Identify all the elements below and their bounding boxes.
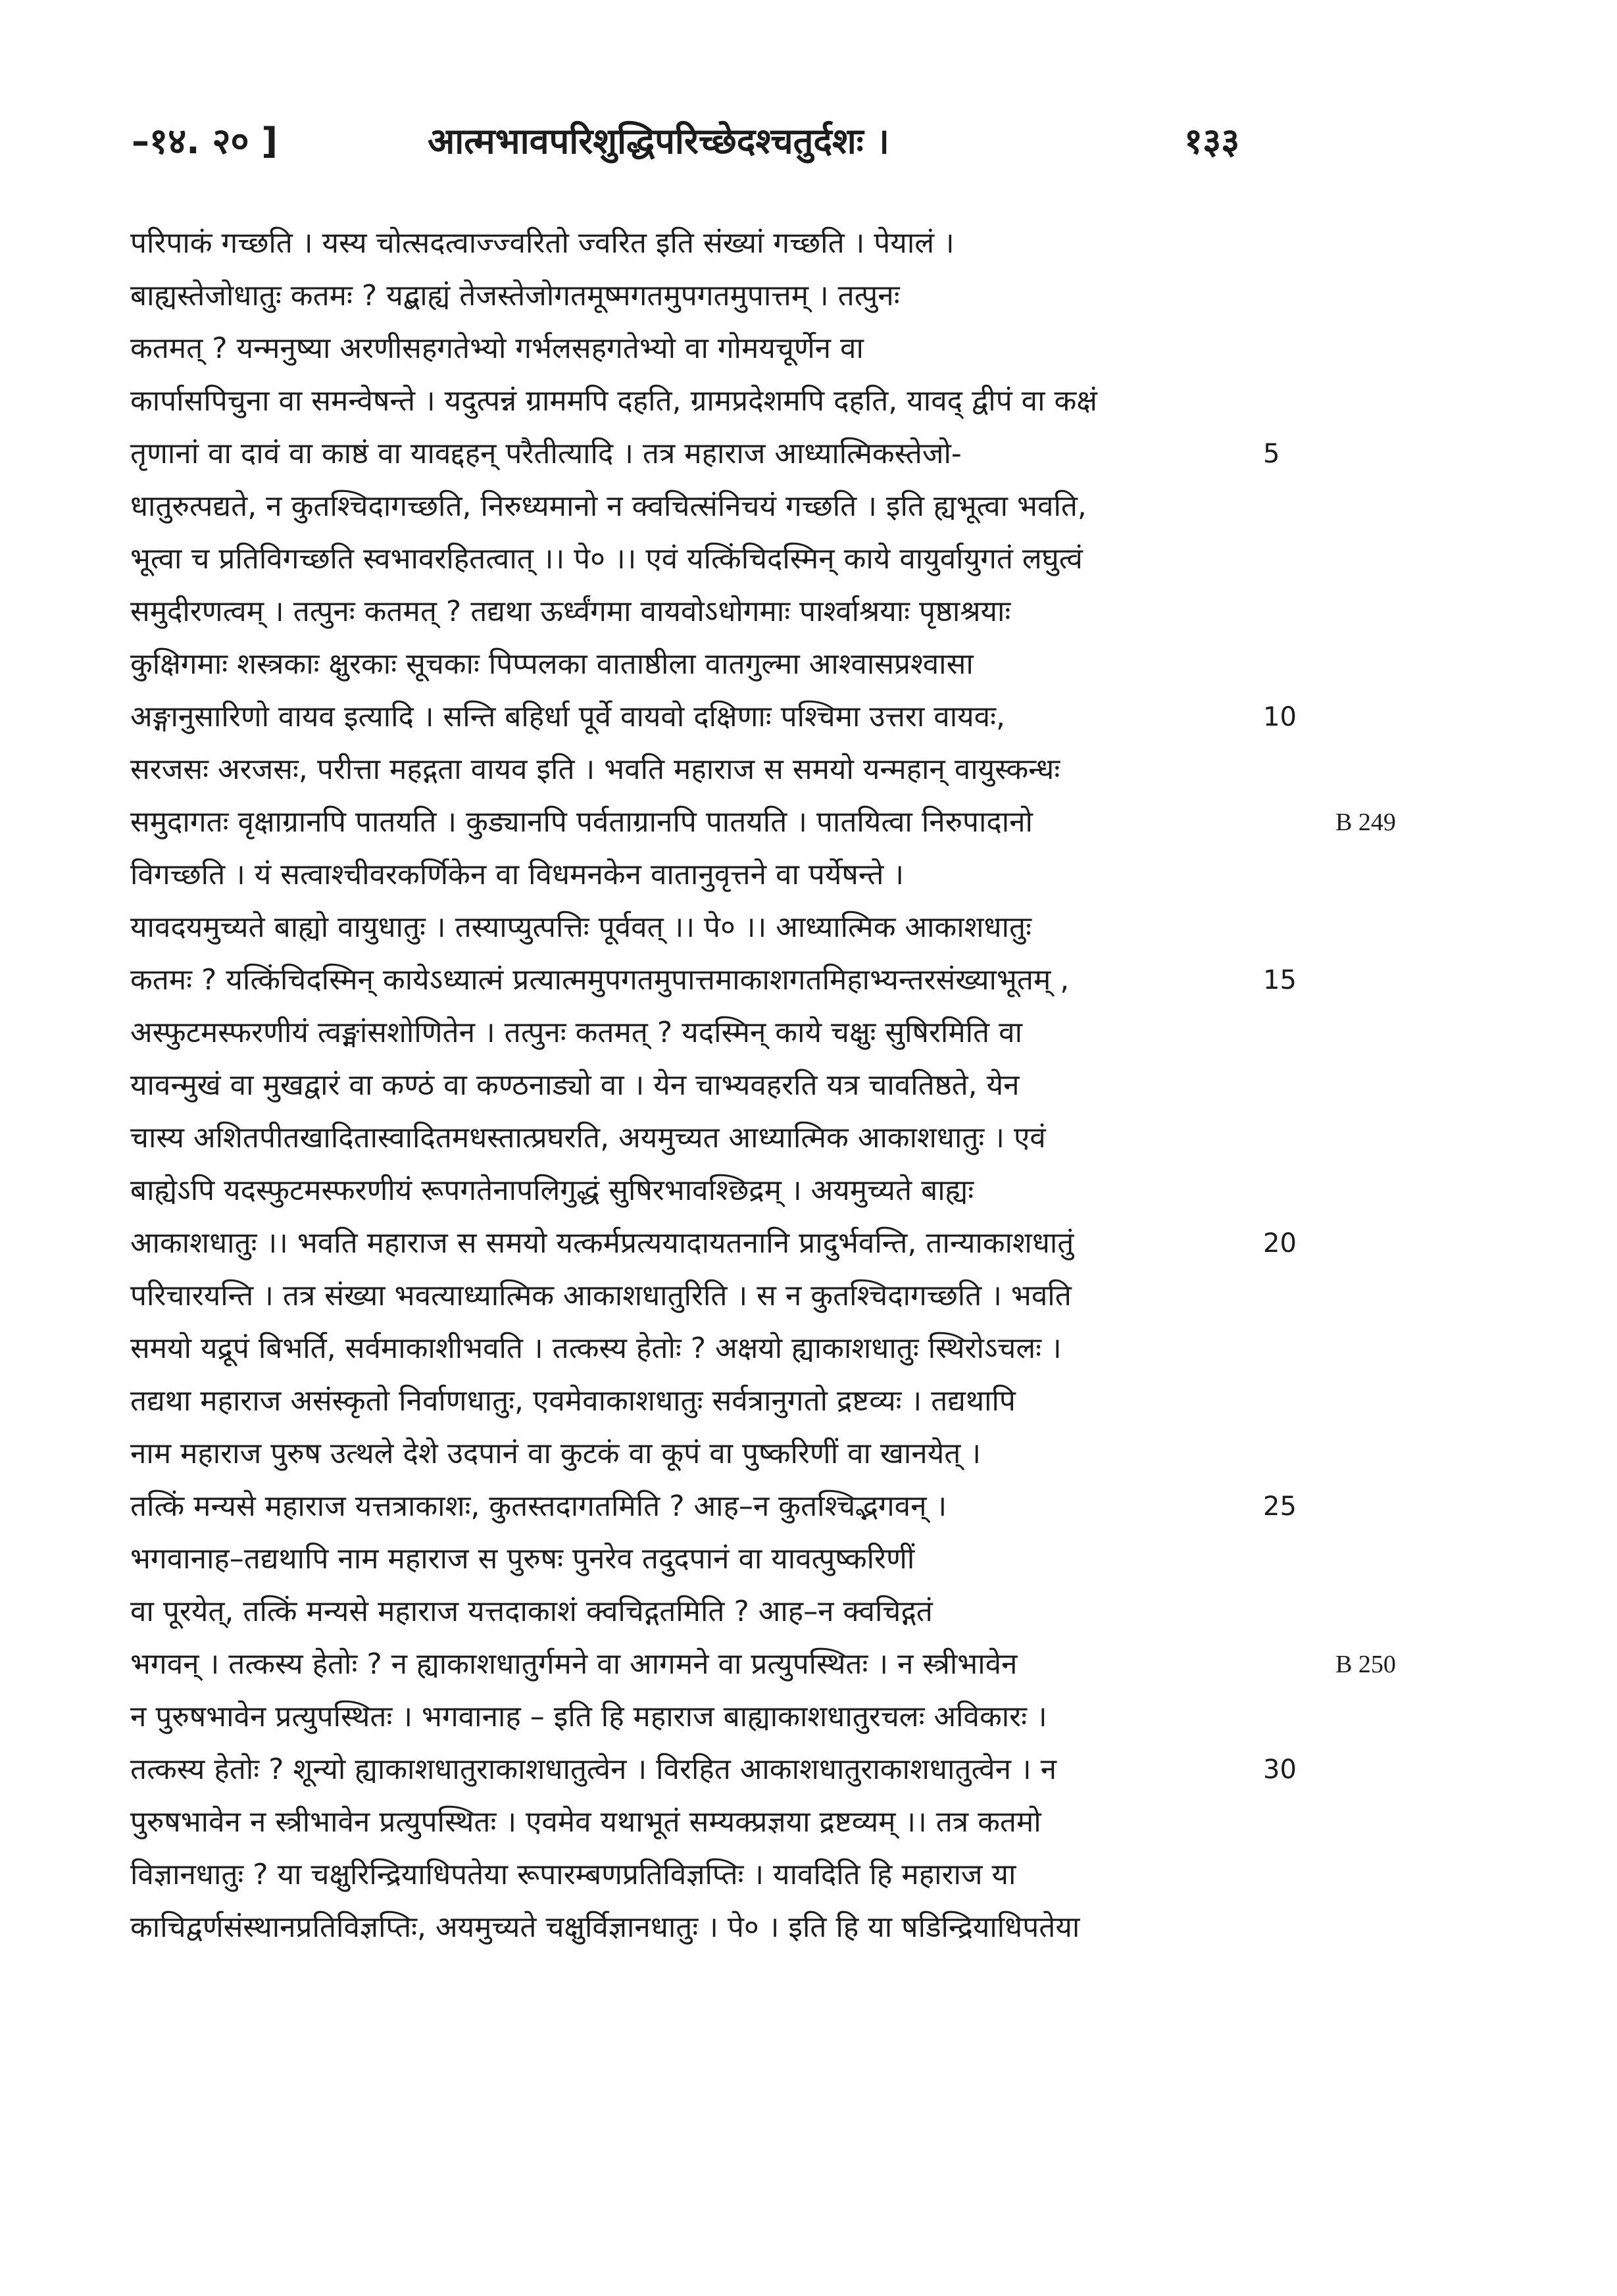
text-line: परिचारयन्ति । तत्र संख्या भवत्याध्यात्मिक आकाशधातुरिति । स न कुतश्चिदागच्छति । भवति: [130, 1279, 1072, 1312]
text-line: परिपाकं गच्छति । यस्य चोत्सदत्वाज्ज्वरितो ज्वरित इति संख्यां गच्छति । पेयालं ।: [130, 226, 955, 260]
text-line: पुरुषभावेन न स्त्रीभावेन प्रत्युपस्थितः । एवमेव यथाभूतं सम्यक्प्रज्ञया द्रष्टव्यम् ।। तत्र कतमो: [130, 1805, 1041, 1839]
text-line: कतमत् ? यन्मनुष्या अरणीसहगतेभ्यो गर्भलसहगतेभ्यो वा गोमयचूर्णेन वा: [130, 332, 864, 365]
manuscript-folio-reference: B 249: [1335, 809, 1396, 836]
text-line: भगवन् । तत्कस्य हेतोः ? न ह्याकाशधातुर्गमने वा आगमने वा प्रत्युपस्थितः । न स्त्रीभावेन: [130, 1647, 1018, 1681]
text-line: कतमः ? यत्किंचिदस्मिन् कायेऽध्यात्मं प्रत्यात्ममुपगतमुपात्तमाकाशगतमिहाभ्यन्तरसंख्याभूतम् ,: [130, 963, 1070, 997]
text-line: बाह्येऽपि यदस्फुटमस्फरणीयं रूपगतेनापलिगुद्धं सुषिरभावश्छिद्रम् । अयमुच्यते बाह्यः: [130, 1174, 974, 1207]
text-line: विगच्छति । यं सत्वाश्चीवरकर्णिकेन वा विधमनकेन वातानुवृत्तने वा पर्येषन्ते ।: [130, 858, 905, 891]
line-number: 10: [1263, 702, 1297, 732]
text-line: भूत्वा च प्रतिविगच्छति स्वभावरहितत्वात् ।। पे० ।। एवं यत्किंचिदस्मिन् काये वायुर्वायुगतं लघुत्वं: [130, 542, 1083, 576]
section-reference: –१४. २० ]: [132, 120, 278, 162]
line-number: 30: [1263, 1755, 1297, 1785]
text-line: तृणानां वा दावं वा काष्ठं वा यावद्दहन् परैतीत्यादि । तत्र महाराज आध्यात्मिकस्तेजो-: [130, 437, 962, 470]
page-number: १३३: [1184, 120, 1240, 162]
text-line: अङ्गानुसारिणो वायव इत्यादि । सन्ति बहिर्धा पूर्वे वायवो दक्षिणाः पश्चिमा उत्तरा वायवः,: [130, 700, 1006, 734]
text-line: तद्यथा महाराज असंस्कृतो निर्वाणधातुः, एवमेवाकाशधातुः सर्वत्रानुगतो द्रष्टव्यः । तद्यथापि: [130, 1384, 1016, 1418]
text-line: काचिद्वर्णसंस्थानप्रतिविज्ञप्तिः, अयमुच्यते चक्षुर्विज्ञानधातुः । पे० । इति हि या षडिन्द्रियाधिपतेया: [130, 1910, 1080, 1944]
page-header: [0, 115, 1617, 168]
text-line: नाम महाराज पुरुष उत्थले देशे उदपानं वा कुटकं वा कूपं वा पुष्करिणीं वा खानयेत् ।: [130, 1437, 981, 1470]
text-line: सरजसः अरजसः, परीत्ता महद्गता वायव इति । भवति महाराज स समयो यन्महान् वायुस्कन्धः: [130, 753, 1060, 786]
text-line: समुदागतः वृक्षाग्रानपि पातयति । कुड्यानपि पर्वताग्रानपि पातयति । पातयित्वा निरुपादानो: [130, 805, 1033, 839]
text-line: न पुरुषभावेन प्रत्युपस्थितः । भगवानाह – इति हि महाराज बाह्याकाशधातुरचलः अविकारः ।: [130, 1700, 1047, 1734]
text-line: तत्कस्य हेतोः ? शून्यो ह्याकाशधातुराकाशधातुत्वेन । विरहित आकाशधातुराकाशधातुत्वेन । न: [130, 1753, 1057, 1786]
text-line: विज्ञानधातुः ? या चक्षुरिन्द्रियाधिपतेया रूपारम्बणप्रतिविज्ञप्तिः । यावदिति हि महाराज या: [130, 1858, 1016, 1891]
text-line: कार्पासपिचुना वा समन्वेषन्ते । यदुत्पन्नं ग्राममपि दहति, ग्रामप्रदेशमपि दहति, यावद् द्वीपं वा कक्षं: [130, 384, 1097, 418]
text-line: भगवानाह–तद्यथापि नाम महाराज स पुरुषः पुनरेव तदुदपानं वा यावत्पुष्करिणीं: [130, 1542, 915, 1576]
text-line: यावदयमुच्यते बाह्यो वायुधातुः । तस्याप्युत्पत्तिः पूर्ववत् ।। पे० ।। आध्यात्मिक आकाशधातुः: [130, 911, 1032, 944]
text-line: अस्फुटमस्फरणीयं त्वङ्मांसशोणितेन । तत्पुनः कतमत् ? यदस्मिन् काये चक्षुः सुषिरमिति वा: [130, 1016, 1022, 1049]
text-line: धातुरुत्पद्यते, न कुतश्चिदागच्छति, निरुध्यमानो न क्वचित्संनिचयं गच्छति । इति ह्यभूत्वा भवति,: [130, 489, 1087, 523]
running-title: आत्मभावपरिशुद्धिपरिच्छेदश्चतुर्दशः ।: [428, 120, 889, 162]
text-line: वा पूरयेत्, तत्किं मन्यसे महाराज यत्तदाकाशं क्वचिद्गतमिति ? आह–न क्वचिद्गतं: [130, 1595, 933, 1628]
text-line: बाह्यस्तेजोधातुः कतमः ? यद्बाह्यं तेजस्तेजोगतमूष्मगतमुपगतमुपात्तम् । तत्पुनः: [130, 279, 900, 312]
line-number: 5: [1263, 439, 1280, 469]
text-line: समयो यद्रूपं बिभर्ति, सर्वमाकाशीभवति । तत्कस्य हेतोः ? अक्षयो ह्याकाशधातुः स्थिरोऽचलः ।: [130, 1332, 1062, 1365]
text-line: तत्किं मन्यसे महाराज यत्तत्राकाशः, कुतस्तदागतमिति ? आह–न कुतश्चिद्भगवन् ।: [130, 1489, 947, 1523]
body-text: [130, 217, 1249, 1954]
line-number: 25: [1263, 1491, 1297, 1522]
line-number: 15: [1263, 965, 1297, 995]
text-line: कुक्षिगमाः शस्त्रकाः क्षुरकाः सूचकाः पिप्पलका वाताष्ठीला वातगुल्मा आश्वासप्रश्वासा: [130, 647, 974, 681]
text-line: समुदीरणत्वम् । तत्पुनः कतमत् ? तद्यथा ऊर्ध्वंगमा वायवोऽधोगमाः पार्श्वाश्रयाः पृष्ठाश्रयाः: [130, 595, 1011, 628]
text-line: यावन्मुखं वा मुखद्वारं वा कण्ठं वा कण्ठनाड्यो वा । येन चाभ्यवहरति यत्र चावतिष्ठते, येन: [130, 1068, 1020, 1102]
line-number: 20: [1263, 1228, 1297, 1259]
text-line: चास्य अशितपीतखादितास्वादितमधस्तात्प्रघरति, अयमुच्यत आध्यात्मिक आकाशधातुः । एवं: [130, 1121, 1046, 1155]
text-line: आकाशधातुः ।। भवति महाराज स समयो यत्कर्मप्रत्ययादायतनानि प्रादुर्भवन्ति, तान्याकाशधातुं: [130, 1226, 1074, 1260]
manuscript-folio-reference: B 250: [1335, 1651, 1396, 1678]
